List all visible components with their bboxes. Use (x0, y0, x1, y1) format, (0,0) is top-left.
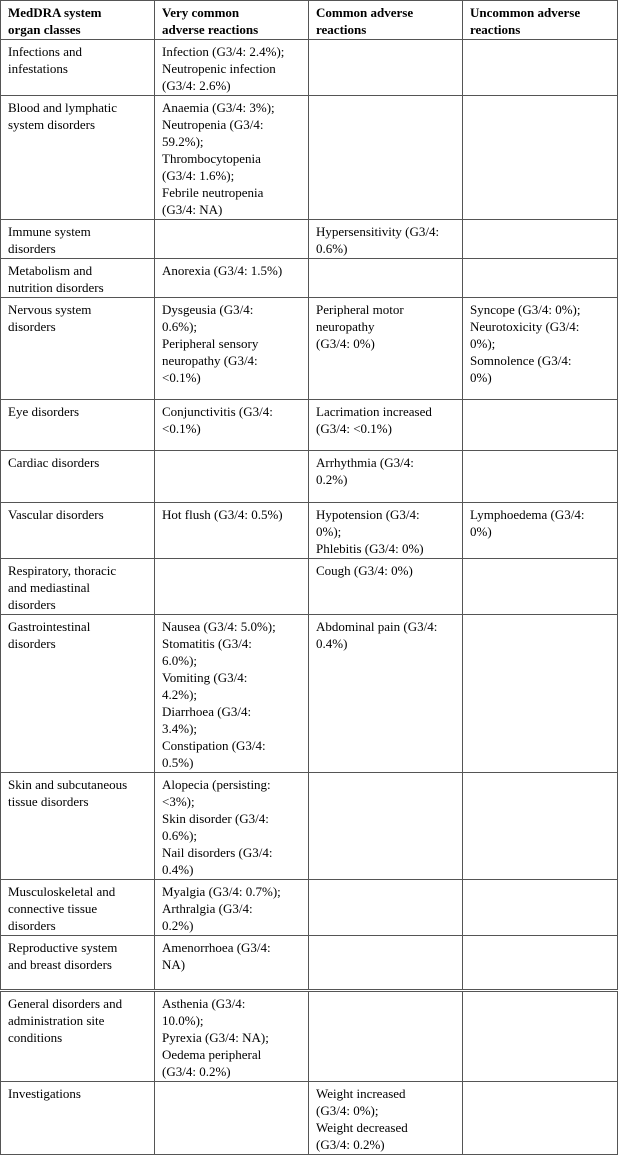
very-common-cell: Anaemia (G3/4: 3%); Neutropenia (G3/4: 59.2%); Thrombocytopenia (G3/4: 1.6%); Febrile neutropenia (G3/4: NA) (155, 96, 309, 220)
very-common-cell: Nausea (G3/4: 5.0%); Stomatitis (G3/4: 6.0%); Vomiting (G3/4: 4.2%); Diarrhoea (G3/4: 3.4%); Constipation (G3/4: 0.5%) (155, 615, 309, 773)
table-row (1, 259, 618, 298)
very-common-cell: Infection (G3/4: 2.4%); Neutropenic infection (G3/4: 2.6%) (155, 40, 309, 96)
header-organ-class: MedDRA system organ classes (1, 1, 155, 40)
organ-class-cell: Infections and infestations (1, 40, 155, 96)
uncommon-cell: Lymphoedema (G3/4: 0%) (463, 503, 618, 559)
common-cell (309, 40, 463, 96)
very-common-cell (155, 1082, 309, 1155)
common-cell (309, 96, 463, 220)
uncommon-cell (463, 259, 618, 298)
table-row (1, 559, 618, 615)
common-cell: Peripheral motor neuropathy (G3/4: 0%) (309, 298, 463, 400)
very-common-cell: Amenorrhoea (G3/4: NA) (155, 936, 309, 991)
uncommon-cell (463, 936, 618, 991)
uncommon-cell (463, 451, 618, 503)
organ-class-cell: Musculoskeletal and connective tissue disorders (1, 880, 155, 936)
table-row (1, 936, 618, 991)
header-very-common: Very common adverse reactions (155, 1, 309, 40)
uncommon-cell (463, 220, 618, 259)
common-cell: Lacrimation increased (G3/4: <0.1%) (309, 400, 463, 451)
common-cell: Abdominal pain (G3/4: 0.4%) (309, 615, 463, 773)
common-cell (309, 773, 463, 880)
common-cell (309, 880, 463, 936)
common-cell: Cough (G3/4: 0%) (309, 559, 463, 615)
table-row (1, 400, 618, 451)
very-common-cell: Myalgia (G3/4: 0.7%); Arthralgia (G3/4: 0.2%) (155, 880, 309, 936)
organ-class-cell: Respiratory, thoracic and mediastinal disorders (1, 559, 155, 615)
table-row (1, 1082, 618, 1155)
header-common: Common adverse reactions (309, 1, 463, 40)
table-row (1, 96, 618, 220)
very-common-cell: Asthenia (G3/4: 10.0%); Pyrexia (G3/4: NA); Oedema peripheral (G3/4: 0.2%) (155, 991, 309, 1082)
common-cell (309, 936, 463, 991)
uncommon-cell (463, 880, 618, 936)
organ-class-cell: Eye disorders (1, 400, 155, 451)
table-row (1, 991, 618, 1082)
uncommon-cell: Syncope (G3/4: 0%); Neurotoxicity (G3/4: 0%); Somnolence (G3/4: 0%) (463, 298, 618, 400)
uncommon-cell (463, 96, 618, 220)
very-common-cell (155, 559, 309, 615)
table-row (1, 298, 618, 400)
table-row (1, 40, 618, 96)
table-row (1, 451, 618, 503)
uncommon-cell (463, 615, 618, 773)
uncommon-cell (463, 1082, 618, 1155)
table-row (1, 773, 618, 880)
organ-class-cell: Cardiac disorders (1, 451, 155, 503)
table-row (1, 220, 618, 259)
very-common-cell: Conjunctivitis (G3/4: <0.1%) (155, 400, 309, 451)
uncommon-cell (463, 40, 618, 96)
common-cell: Hypersensitivity (G3/4: 0.6%) (309, 220, 463, 259)
organ-class-cell: Blood and lymphatic system disorders (1, 96, 155, 220)
uncommon-cell (463, 991, 618, 1082)
common-cell: Arrhythmia (G3/4: 0.2%) (309, 451, 463, 503)
very-common-cell: Alopecia (persisting: <3%); Skin disorder (G3/4: 0.6%); Nail disorders (G3/4: 0.4%) (155, 773, 309, 880)
organ-class-cell: Skin and subcutaneous tissue disorders (1, 773, 155, 880)
header-uncommon: Uncommon adverse reactions (463, 1, 618, 40)
organ-class-cell: Immune system disorders (1, 220, 155, 259)
uncommon-cell (463, 773, 618, 880)
very-common-cell (155, 220, 309, 259)
common-cell (309, 991, 463, 1082)
very-common-cell (155, 451, 309, 503)
table-row (1, 615, 618, 773)
very-common-cell: Hot flush (G3/4: 0.5%) (155, 503, 309, 559)
organ-class-cell: Vascular disorders (1, 503, 155, 559)
organ-class-cell: General disorders and administration site conditions (1, 991, 155, 1082)
organ-class-cell: Gastrointestinal disorders (1, 615, 155, 773)
common-cell: Weight increased (G3/4: 0%); Weight decreased (G3/4: 0.2%) (309, 1082, 463, 1155)
table-row (1, 503, 618, 559)
common-cell: Hypotension (G3/4: 0%); Phlebitis (G3/4: 0%) (309, 503, 463, 559)
common-cell (309, 259, 463, 298)
organ-class-cell: Investigations (1, 1082, 155, 1155)
organ-class-cell: Metabolism and nutrition disorders (1, 259, 155, 298)
very-common-cell: Dysgeusia (G3/4: 0.6%); Peripheral sensory neuropathy (G3/4: <0.1%) (155, 298, 309, 400)
table-row (1, 880, 618, 936)
organ-class-cell: Reproductive system and breast disorders (1, 936, 155, 991)
header-row (1, 1, 618, 40)
uncommon-cell (463, 559, 618, 615)
organ-class-cell: Nervous system disorders (1, 298, 155, 400)
very-common-cell: Anorexia (G3/4: 1.5%) (155, 259, 309, 298)
uncommon-cell (463, 400, 618, 451)
